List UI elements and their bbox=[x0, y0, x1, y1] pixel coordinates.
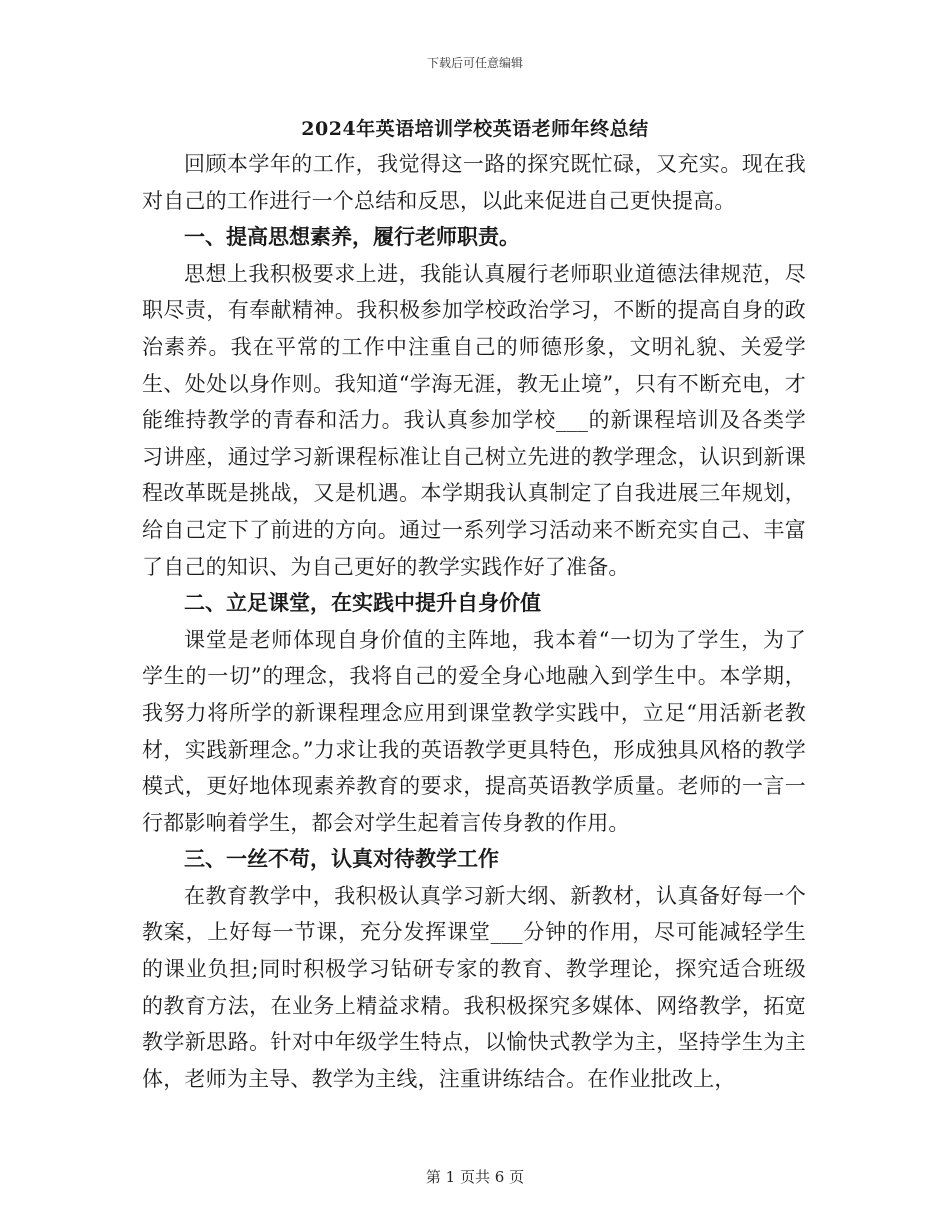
section-2-body: 课堂是老师体现自身价值的主阵地，我本着“一切为了学生，为了学生的一切”的理念，我将自己的爱全身心地融入到学生中。本学期，我努力将所学的新课程理念应用到课堂教学实践中，立足“用活新老教材，实践新理念。”力求让我的英语教学更具特色，形成独具风格的教学模式，更好地体现素养教育的要求，提高英语教学质量。老师的一言一行都影响着学生，都会对学生起着言传身教的作用。 bbox=[142, 627, 806, 835]
section-3-heading: 三、一丝不苟，认真对待教学工作 bbox=[184, 846, 499, 872]
document-body bbox=[142, 146, 806, 1097]
section-1-heading: 一、提高思想素养，履行老师职责。 bbox=[184, 224, 520, 250]
header-note: 下载后可任意编辑 bbox=[426, 56, 523, 70]
section-1-body: 思想上我积极要求上进，我能认真履行老师职业道德法律规范，尽职尽责，有奉献精神。我积极参加学校政治学习，不断的提高自身的政治素养。我在平常的工作中注重自己的师德形象，文明礼貌、关爱学生、处处以身作则。我知道“学海无涯，教无止境”，只有不断充电，才能维持教学的青春和活力。我认真参加学校___的新课程培训及各类学习讲座，通过学习新课程标准让自己树立先进的教学理念，认识到新课程改革既是挑战，又是机遇。本学期我认真制定了自我进展三年规划，给自己定下了前进的方向。通过一系列学习活动来不断充实自己、丰富了自己的知识、为自己更好的教学实践作好了准备。 bbox=[142, 261, 806, 579]
section-3-body: 在教育教学中，我积极认真学习新大纲、新教材，认真备好每一个教案，上好每一节课，充分发挥课堂___分钟的作用，尽可能减轻学生的课业负担;同时积极学习钻研专家的教育、教学理论，探究适合班级的教育方法，在业务上精益求精。我积极探究多媒体、网络教学，拓宽教学新思路。针对中年级学生特点，以愉快式教学为主，坚持学生为主体，老师为主导、教学为主线，注重讲练结合。在作业批改上， bbox=[142, 883, 806, 1091]
intro-paragraph: 回顾本学年的工作，我觉得这一路的探究既忙碌，又充实。现在我对自己的工作进行一个总结和反思，以此来促进自己更快提高。 bbox=[142, 152, 806, 213]
section-2-heading: 二、立足课堂，在实践中提升自身价值 bbox=[184, 590, 541, 616]
document-title: 2024年英语培训学校英语老师年终总结 bbox=[301, 118, 649, 140]
page-number-footer: 第 1 页共 6 页 bbox=[425, 1168, 525, 1186]
